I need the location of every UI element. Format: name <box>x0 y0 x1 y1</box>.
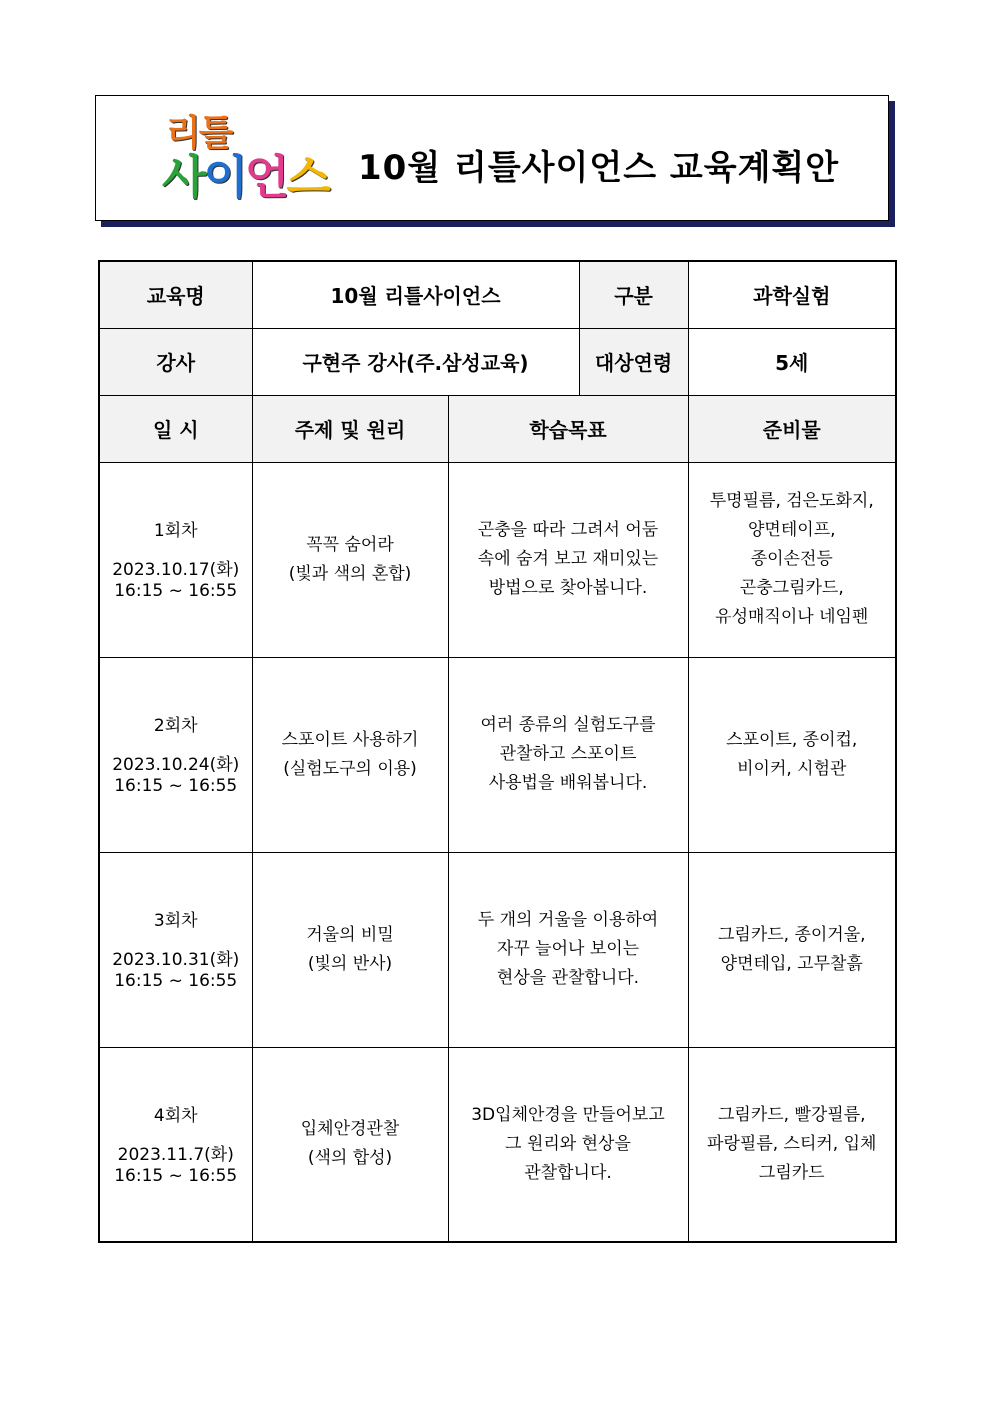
age-value: 5세 <box>688 328 896 395</box>
topic-line: (실험도구의 이용) <box>283 758 417 779</box>
materials-line: 곤충그림카드, <box>739 578 844 598</box>
materials-line: 양면테이프, <box>748 520 836 540</box>
session-date-cell <box>99 1047 252 1242</box>
session-topic-cell <box>252 657 448 852</box>
session-time: 16:15 ~ 16:55 <box>114 1165 238 1186</box>
page-title: 10월 리틀사이언스 교육계획안 <box>358 148 840 188</box>
session-time: 16:15 ~ 16:55 <box>114 581 238 601</box>
session-topic-cell <box>252 462 448 657</box>
col-header-topic: 주제 및 원리 <box>252 395 448 462</box>
materials-line: 투명필름, 검은도화지, <box>709 491 874 511</box>
materials-line: 양면테입, 고무찰흙 <box>720 953 863 974</box>
session-goal-cell <box>448 657 688 852</box>
session-materials-cell <box>688 852 896 1047</box>
session-date-cell <box>99 852 252 1047</box>
goal-line: 사용법을 배워봅니다. <box>488 773 648 793</box>
goal-line: 방법으로 찾아봅니다. <box>488 578 648 598</box>
goal-line: 관찰합니다. <box>524 1162 612 1183</box>
session-date-cell <box>99 462 252 657</box>
session-number: 3회차 <box>153 911 198 931</box>
edu-name-label: 교육명 <box>99 261 252 328</box>
education-plan-table <box>98 260 897 1243</box>
goal-line: 자꾸 늘어나 보이는 <box>496 939 640 959</box>
goal-line: 두 개의 거울을 이용하여 <box>477 910 659 930</box>
materials-line: 스포이트, 종이컵, <box>726 729 858 750</box>
category-value: 과학실험 <box>688 261 896 328</box>
column-header-row <box>99 395 896 462</box>
logo-char-1: 사 <box>162 150 204 204</box>
goal-line: 현상을 관찰합니다. <box>496 968 640 988</box>
info-row-1 <box>99 261 896 328</box>
logo-bottom-text <box>162 152 328 202</box>
session-number: 4회차 <box>153 1105 198 1126</box>
topic-line: 거울의 비밀 <box>306 924 394 945</box>
topic-line: (빛과 색의 혼합) <box>288 563 412 584</box>
goal-line: 곤충을 따라 그려서 어둠 <box>477 520 659 540</box>
age-label: 대상연령 <box>579 328 688 395</box>
session-date: 2023.10.31(화) <box>112 950 240 970</box>
col-header-date: 일 시 <box>99 395 252 462</box>
goal-line: 속에 숨겨 보고 재미있는 <box>477 549 659 569</box>
session-time: 16:15 ~ 16:55 <box>114 971 238 991</box>
goal-line: 3D입체안경을 만들어보고 <box>471 1104 665 1125</box>
col-header-goal: 학습목표 <box>448 395 688 462</box>
col-header-materials: 준비물 <box>688 395 896 462</box>
session-materials-cell <box>688 1047 896 1242</box>
session-date-cell <box>99 657 252 852</box>
session-row-3 <box>99 852 896 1047</box>
session-row-4 <box>99 1047 896 1242</box>
materials-line: 그림카드, 종이거울, <box>717 924 866 945</box>
session-number: 1회차 <box>153 521 198 541</box>
materials-line: 종이손전등 <box>750 549 833 569</box>
session-topic-cell <box>252 852 448 1047</box>
goal-line: 여러 종류의 실험도구를 <box>480 715 656 735</box>
materials-line: 파랑필름, 스티커, 입체 <box>707 1133 877 1154</box>
session-time: 16:15 ~ 16:55 <box>114 776 238 796</box>
goal-line: 관찰하고 스포이트 <box>499 744 637 764</box>
session-goal-cell <box>448 852 688 1047</box>
materials-line: 비이커, 시험관 <box>737 758 847 779</box>
logo-top-text <box>166 114 232 154</box>
materials-line: 유성매직이나 네임펜 <box>715 607 869 627</box>
logo-char-4: 스 <box>286 150 328 204</box>
session-row-1 <box>99 462 896 657</box>
goal-line: 그 원리와 현상을 <box>505 1133 631 1154</box>
session-materials-cell <box>688 657 896 852</box>
instructor-value: 구현주 강사(주.삼성교육) <box>252 328 579 395</box>
session-date: 2023.10.17(화) <box>112 560 240 580</box>
materials-line: 그림카드, 빨강필름, <box>717 1104 866 1125</box>
topic-line: 입체안경관찰 <box>300 1119 400 1140</box>
session-date: 2023.10.24(화) <box>112 755 240 775</box>
session-goal-cell <box>448 1047 688 1242</box>
category-label: 구분 <box>579 261 688 328</box>
info-row-2 <box>99 328 896 395</box>
session-topic-cell <box>252 1047 448 1242</box>
instructor-label: 강사 <box>99 328 252 395</box>
edu-name-value: 10월 리틀사이언스 <box>252 261 579 328</box>
session-materials-cell <box>688 462 896 657</box>
topic-line: (색의 합성) <box>307 1148 393 1169</box>
logo-char-3: 언 <box>244 150 287 204</box>
logo-top-chars: 리틀 <box>166 113 232 154</box>
title-box <box>95 95 889 221</box>
materials-line: 그림카드 <box>758 1162 825 1183</box>
logo-char-2: 이 <box>203 150 245 204</box>
topic-line: 꼭꼭 숨어라 <box>306 534 394 555</box>
session-row-2 <box>99 657 896 852</box>
session-number: 2회차 <box>153 716 198 736</box>
topic-line: (빛의 반사) <box>307 953 393 974</box>
topic-line: 스포이트 사용하기 <box>281 729 419 750</box>
session-goal-cell <box>448 462 688 657</box>
little-science-logo <box>162 114 332 204</box>
session-date: 2023.11.7(화) <box>117 1144 234 1165</box>
